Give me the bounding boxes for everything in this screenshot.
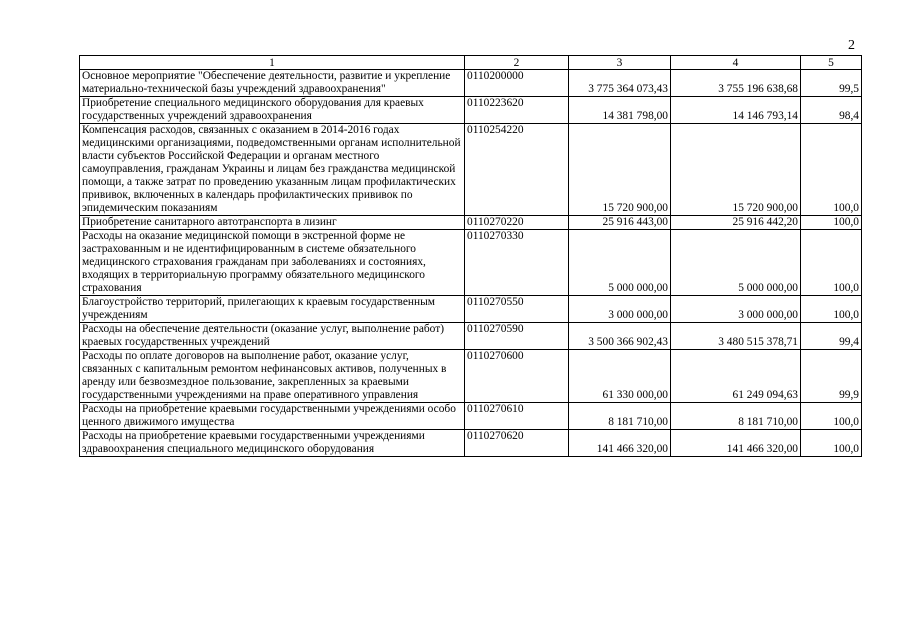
row-percent: 100,0 <box>801 230 862 296</box>
table-row <box>80 216 862 230</box>
row-code: 0110270330 <box>465 230 569 296</box>
row-name: Приобретение санитарного автотранспорта в лизинг <box>80 216 465 230</box>
column-header-1: 1 <box>80 56 465 70</box>
row-plan: 3 000 000,00 <box>569 296 671 323</box>
row-plan: 61 330 000,00 <box>569 350 671 403</box>
row-name: Расходы на приобретение краевыми государственными учреждениями здравоохранения специального медицинского оборудования <box>80 430 465 457</box>
row-plan: 25 916 443,00 <box>569 216 671 230</box>
row-plan: 14 381 798,00 <box>569 97 671 124</box>
table-row <box>80 403 862 430</box>
page-number: 2 <box>848 38 855 53</box>
table-header-row <box>80 56 862 70</box>
row-name: Расходы на обеспечение деятельности (оказание услуг, выполнение работ) краевых государственных учреждений <box>80 323 465 350</box>
row-fact: 5 000 000,00 <box>671 230 801 296</box>
row-fact: 3 000 000,00 <box>671 296 801 323</box>
row-percent: 100,0 <box>801 403 862 430</box>
row-plan: 8 181 710,00 <box>569 403 671 430</box>
table-row <box>80 97 862 124</box>
row-fact: 8 181 710,00 <box>671 403 801 430</box>
row-code: 0110200000 <box>465 70 569 97</box>
row-fact: 61 249 094,63 <box>671 350 801 403</box>
column-header-3: 3 <box>569 56 671 70</box>
table-row <box>80 323 862 350</box>
row-fact: 3 755 196 638,68 <box>671 70 801 97</box>
row-name: Расходы на оказание медицинской помощи в экстренной форме не застрахованным и не идентифицированным в системе обязательного медицинского страхования гражданам при заболеваниях и состояниях, входящих в территориальную программу обязательного медицинского страхования <box>80 230 465 296</box>
table-row <box>80 296 862 323</box>
row-name: Компенсация расходов, связанных с оказанием в 2014-2016 годах медицинскими организациями, подведомственными органам исполнительной власти субъектов Российской Федерации и органам местного самоуправления, гражданам Украины и лицам без гражданства медицинской помощи, а также затрат по проведению указанным лицам профилактических прививок, включенных в календарь профилактических прививок по эпидемическим показаниям <box>80 124 465 216</box>
row-code: 0110223620 <box>465 97 569 124</box>
row-code: 0110270620 <box>465 430 569 457</box>
row-code: 0110270610 <box>465 403 569 430</box>
row-plan: 15 720 900,00 <box>569 124 671 216</box>
row-plan: 141 466 320,00 <box>569 430 671 457</box>
row-percent: 98,4 <box>801 97 862 124</box>
expenditure-table <box>79 55 862 457</box>
row-code: 0110254220 <box>465 124 569 216</box>
row-fact: 141 466 320,00 <box>671 430 801 457</box>
column-header-2: 2 <box>465 56 569 70</box>
table-row <box>80 70 862 97</box>
row-fact: 14 146 793,14 <box>671 97 801 124</box>
row-fact: 25 916 442,20 <box>671 216 801 230</box>
row-percent: 100,0 <box>801 430 862 457</box>
row-fact: 3 480 515 378,71 <box>671 323 801 350</box>
table-row <box>80 124 862 216</box>
column-header-5: 5 <box>801 56 862 70</box>
row-code: 0110270600 <box>465 350 569 403</box>
row-fact: 15 720 900,00 <box>671 124 801 216</box>
row-code: 0110270550 <box>465 296 569 323</box>
table-row <box>80 230 862 296</box>
row-percent: 99,9 <box>801 350 862 403</box>
row-plan: 3 500 366 902,43 <box>569 323 671 350</box>
row-name: Расходы по оплате договоров на выполнение работ, оказание услуг, связанных с капитальным ремонтом нефинансовых активов, полученных в аренду или безвозмездное пользование, закрепленных за краевыми государственными учреждениями на праве оперативного управления <box>80 350 465 403</box>
row-name: Приобретение специального медицинского оборудования для краевых государственных учреждений здравоохранения <box>80 97 465 124</box>
row-percent: 99,5 <box>801 70 862 97</box>
table-row <box>80 430 862 457</box>
row-plan: 3 775 364 073,43 <box>569 70 671 97</box>
row-percent: 100,0 <box>801 296 862 323</box>
table-row <box>80 350 862 403</box>
row-code: 0110270220 <box>465 216 569 230</box>
row-percent: 100,0 <box>801 124 862 216</box>
row-percent: 100,0 <box>801 216 862 230</box>
row-name: Основное мероприятие "Обеспечение деятельности, развитие и укрепление материально-технической базы учреждений здравоохранения" <box>80 70 465 97</box>
row-plan: 5 000 000,00 <box>569 230 671 296</box>
row-name: Расходы на приобретение краевыми государственными учреждениями особо ценного движимого имущества <box>80 403 465 430</box>
row-name: Благоустройство территорий, прилегающих к краевым государственным учреждениям <box>80 296 465 323</box>
column-header-4: 4 <box>671 56 801 70</box>
row-percent: 99,4 <box>801 323 862 350</box>
row-code: 0110270590 <box>465 323 569 350</box>
